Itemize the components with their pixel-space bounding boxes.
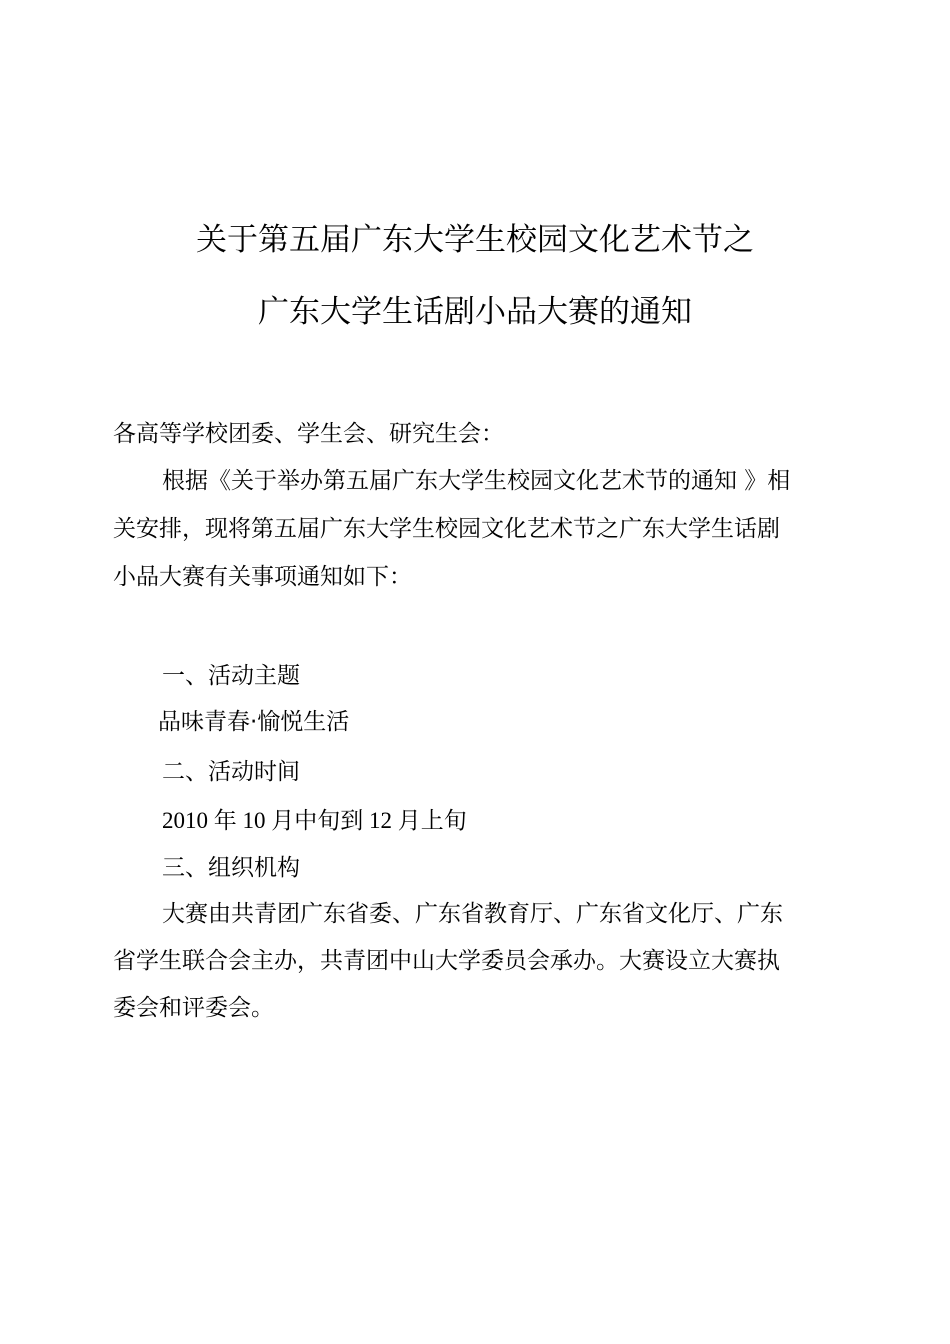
section-1-content: 品味青春·愉悦生活: [158, 709, 350, 735]
salutation: 各高等学校团委、学生会、研究生会：: [113, 421, 504, 447]
intro-paragraph-line-3: 小品大赛有关事项通知如下：: [113, 564, 412, 590]
section-1-heading: 一、活动主题: [162, 663, 300, 689]
document-title-line-1: 关于第五届广东大学生校园文化艺术节之: [196, 222, 754, 258]
section-3-heading: 三、组织机构: [162, 855, 300, 881]
intro-paragraph-line-1: 根据《关于举办第五届广东大学生校园文化艺术节的通知 》相: [162, 468, 791, 494]
section-3-paragraph-line-2: 省学生联合会主办，共青团中山大学委员会承办。大赛设立大赛执: [113, 948, 780, 974]
section-2-heading: 二、活动时间: [162, 759, 300, 785]
section-3-paragraph-line-1: 大赛由共青团广东省委、广东省教育厅、广东省文化厅、广东: [162, 901, 783, 927]
section-3-paragraph-line-3: 委会和评委会。: [113, 995, 274, 1021]
section-2-content: 2010 年 10 月中旬到 12 月上旬: [162, 808, 467, 833]
document-title-line-2: 广东大学生话剧小品大赛的通知: [258, 294, 692, 330]
intro-paragraph-line-2: 关安排，现将第五届广东大学生校园文化艺术节之广东大学生话剧: [113, 516, 780, 542]
